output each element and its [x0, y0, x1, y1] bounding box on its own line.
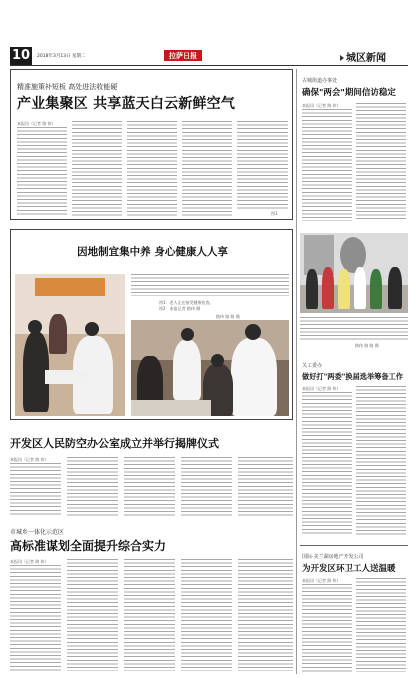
civil-defense-story: [10, 425, 293, 518]
planning-kicker: 市城乡一体化示范区: [10, 529, 65, 536]
right-top-col2: [356, 103, 406, 221]
planning-byline: 本报讯（记者 路 伟）: [10, 559, 49, 564]
top-story-end-mark: 图1: [271, 211, 278, 216]
health-story-lead: [131, 274, 289, 296]
planning-story: [10, 524, 293, 674]
top-story-box: [10, 69, 293, 220]
planning-col2: [67, 559, 118, 671]
top-story-byline: 本报讯（记者 路 伟）: [17, 121, 56, 126]
top-story-col2: [72, 121, 122, 217]
planning-headline: 高标准谋划全面提升综合实力: [10, 539, 167, 553]
civil-defense-col2: [67, 457, 118, 517]
health-story-credit: 路伟 路 路 摄: [216, 314, 240, 319]
photo-person-head: [28, 320, 42, 334]
civil-defense-headline: 开发区人民防空办公室成立并举行揭牌仪式: [10, 437, 219, 450]
civil-defense-col1: [10, 463, 61, 517]
top-story-col1: [17, 127, 67, 217]
photo2-doctor-head: [245, 324, 261, 340]
top-story-col4: [182, 121, 232, 217]
date-line: 2018年3月13日 星期二: [37, 54, 86, 59]
right-bottom-byline: 本报讯（记者 路 伟）: [302, 578, 341, 583]
right-top-story: [300, 69, 408, 226]
photo-bg-banner: [35, 278, 105, 296]
top-story-body: [17, 121, 288, 217]
right-photo-caption: [300, 317, 408, 341]
top-story-kicker: 精准施策补短板 高处进法收能硬: [17, 83, 118, 91]
right-bottom-headline: 为开发区环卫工人送温暖: [302, 564, 396, 574]
photo-table: [45, 370, 89, 384]
right-top-headline: 确保"两会"期间信访稳定: [302, 88, 396, 98]
masthead-logo: 拉萨日报: [164, 50, 202, 61]
planning-col1: [10, 565, 61, 671]
page-number-box: [10, 47, 32, 65]
right-middle-col1: [302, 392, 352, 536]
right-middle-col2: [356, 386, 406, 536]
civil-defense-byline: 本报讯（记者 路 伟）: [10, 457, 49, 462]
right-photo-person-4: [354, 267, 366, 309]
health-story-headline: 因地制宜集中养 身心健康人人享: [77, 246, 228, 258]
planning-col4: [181, 559, 232, 671]
page-header: [10, 46, 408, 66]
right-photo-person-3: [338, 269, 350, 309]
top-story-headline: 产业集聚区 共享蓝天白云新鲜空气: [17, 96, 236, 112]
top-story-col3: [127, 121, 177, 217]
top-story-col5: [237, 121, 288, 211]
health-story-box: [10, 229, 293, 420]
right-top-kicker: 古城街道办事处: [302, 78, 338, 84]
right-bottom-divider: [300, 545, 408, 546]
right-middle-kicker: 关工委办: [302, 363, 323, 369]
section-title: [340, 49, 386, 63]
right-photo-person-6: [388, 267, 402, 309]
civil-defense-col5: [238, 457, 293, 517]
photo2-nurse-head: [181, 328, 194, 341]
right-bottom-col1: [302, 584, 352, 672]
civil-defense-col4: [181, 457, 232, 517]
right-photo-person-2: [322, 267, 334, 309]
right-middle-headline: 做好打"两委"换届选举筹备工作: [302, 372, 403, 381]
photo2-desk: [131, 400, 211, 416]
photo2-nurse: [173, 340, 201, 400]
column-rule: [296, 69, 297, 674]
planning-col5: [238, 559, 293, 671]
photo2-patient-head: [211, 354, 224, 367]
health-photo-1: [15, 274, 125, 416]
photo2-doctor: [231, 338, 277, 416]
page-number: 10: [11, 48, 31, 63]
health-story-caption-2: 图2：本报记者 路伟 摄: [159, 306, 201, 311]
right-photo-credit: 路伟 路 路 摄: [355, 343, 379, 348]
photo-person-2: [49, 314, 67, 354]
right-photo: [300, 233, 408, 313]
planning-col3: [124, 559, 175, 671]
right-top-col1: [302, 109, 352, 221]
right-bottom-col2: [356, 578, 406, 672]
section-name: 城区新闻: [346, 53, 386, 64]
right-photo-person-1: [306, 269, 318, 309]
civil-defense-col3: [124, 457, 175, 517]
right-top-byline: 本报讯（记者 路 伟）: [302, 103, 341, 108]
right-bottom-kicker: 国际·美兰湖房地产开发公司: [302, 554, 364, 560]
section-arrow-icon: [340, 55, 344, 61]
header-rule: [10, 65, 408, 66]
right-photo-person-5: [370, 269, 382, 309]
photo-doctor-head: [85, 322, 99, 336]
health-story-caption-1: 图1：老人正在接受健康检查。: [159, 300, 214, 305]
right-middle-story: [300, 350, 408, 540]
right-bottom-story: [300, 545, 408, 674]
health-photo-2: [131, 320, 289, 416]
right-middle-byline: 本报讯（记者 路 伟）: [302, 386, 341, 391]
